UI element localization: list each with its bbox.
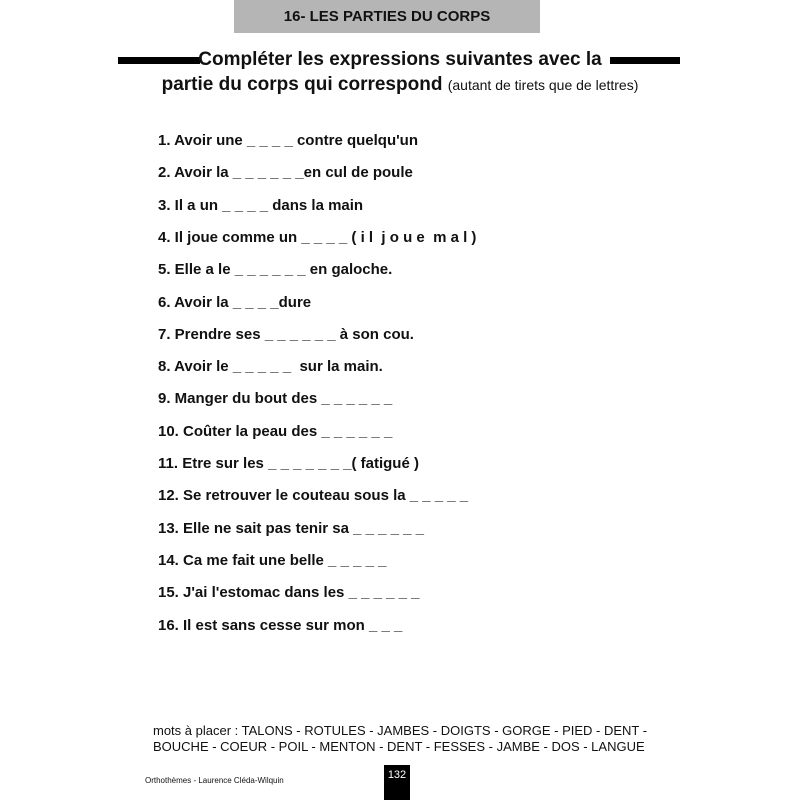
- exercise-item: 14. Ca me fait une belle _ _ _ _ _: [158, 551, 387, 569]
- exercise-item: 6. Avoir la _ _ _ _dure: [158, 293, 312, 311]
- word-bank-line-1: mots à placer : TALONS - ROTULES - JAMBES - DOIGTS - GORGE - PIED - DENT -: [153, 723, 648, 738]
- exercise-item: 4. Il joue comme un _ _ _ _ ( i l j o u e m a l ): [158, 228, 477, 246]
- exercise-item: 2. Avoir la _ _ _ _ _ _en cul de poule: [158, 164, 413, 182]
- word-bank-line-2: BOUCHE - COEUR - POIL - MENTON - DENT - FESSES - JAMBE - DOS - LANGUE: [153, 739, 645, 754]
- instruction-note: (autant de tirets que de lettres): [447, 77, 639, 93]
- word-bank: [153, 723, 647, 755]
- exercise-item: 8. Avoir le _ _ _ _ _ sur la main.: [158, 358, 383, 376]
- chapter-title: 16- LES PARTIES DU CORPS: [234, 0, 540, 33]
- exercise-item: 10. Coûter la peau des _ _ _ _ _ _: [158, 422, 393, 440]
- exercise-item: 3. Il a un _ _ _ _ dans la main: [158, 196, 364, 214]
- exercise-item: 13. Elle ne sait pas tenir sa _ _ _ _ _ _: [158, 519, 424, 537]
- footer-credit: Orthothèmes - Laurence Cléda-Wilquin: [145, 776, 284, 785]
- exercise-item: 11. Etre sur les _ _ _ _ _ _ _( fatigué ): [158, 455, 419, 472]
- exercise-item: 9. Manger du bout des _ _ _ _ _ _: [158, 390, 393, 408]
- exercise-item: 7. Prendre ses _ _ _ _ _ _ à son cou.: [158, 325, 414, 343]
- exercise-item: 16. Il est sans cesse sur mon _ _ _: [158, 616, 403, 634]
- exercise-item: 15. J'ai l'estomac dans les _ _ _ _ _ _: [158, 584, 420, 602]
- page-number: 132: [384, 765, 410, 800]
- instruction-line-1: Compléter les expressions suivantes avec la: [198, 49, 602, 70]
- exercise-item: 5. Elle a le _ _ _ _ _ _ en galoche.: [158, 261, 393, 279]
- instruction-text: partie du corps qui correspond: [161, 74, 443, 95]
- exercise-item: 1. Avoir une _ _ _ _ contre quelqu'un: [158, 132, 419, 149]
- instruction-line-2: [0, 74, 800, 96]
- exercise-item: 12. Se retrouver le couteau sous la _ _ _ _ _: [158, 487, 469, 505]
